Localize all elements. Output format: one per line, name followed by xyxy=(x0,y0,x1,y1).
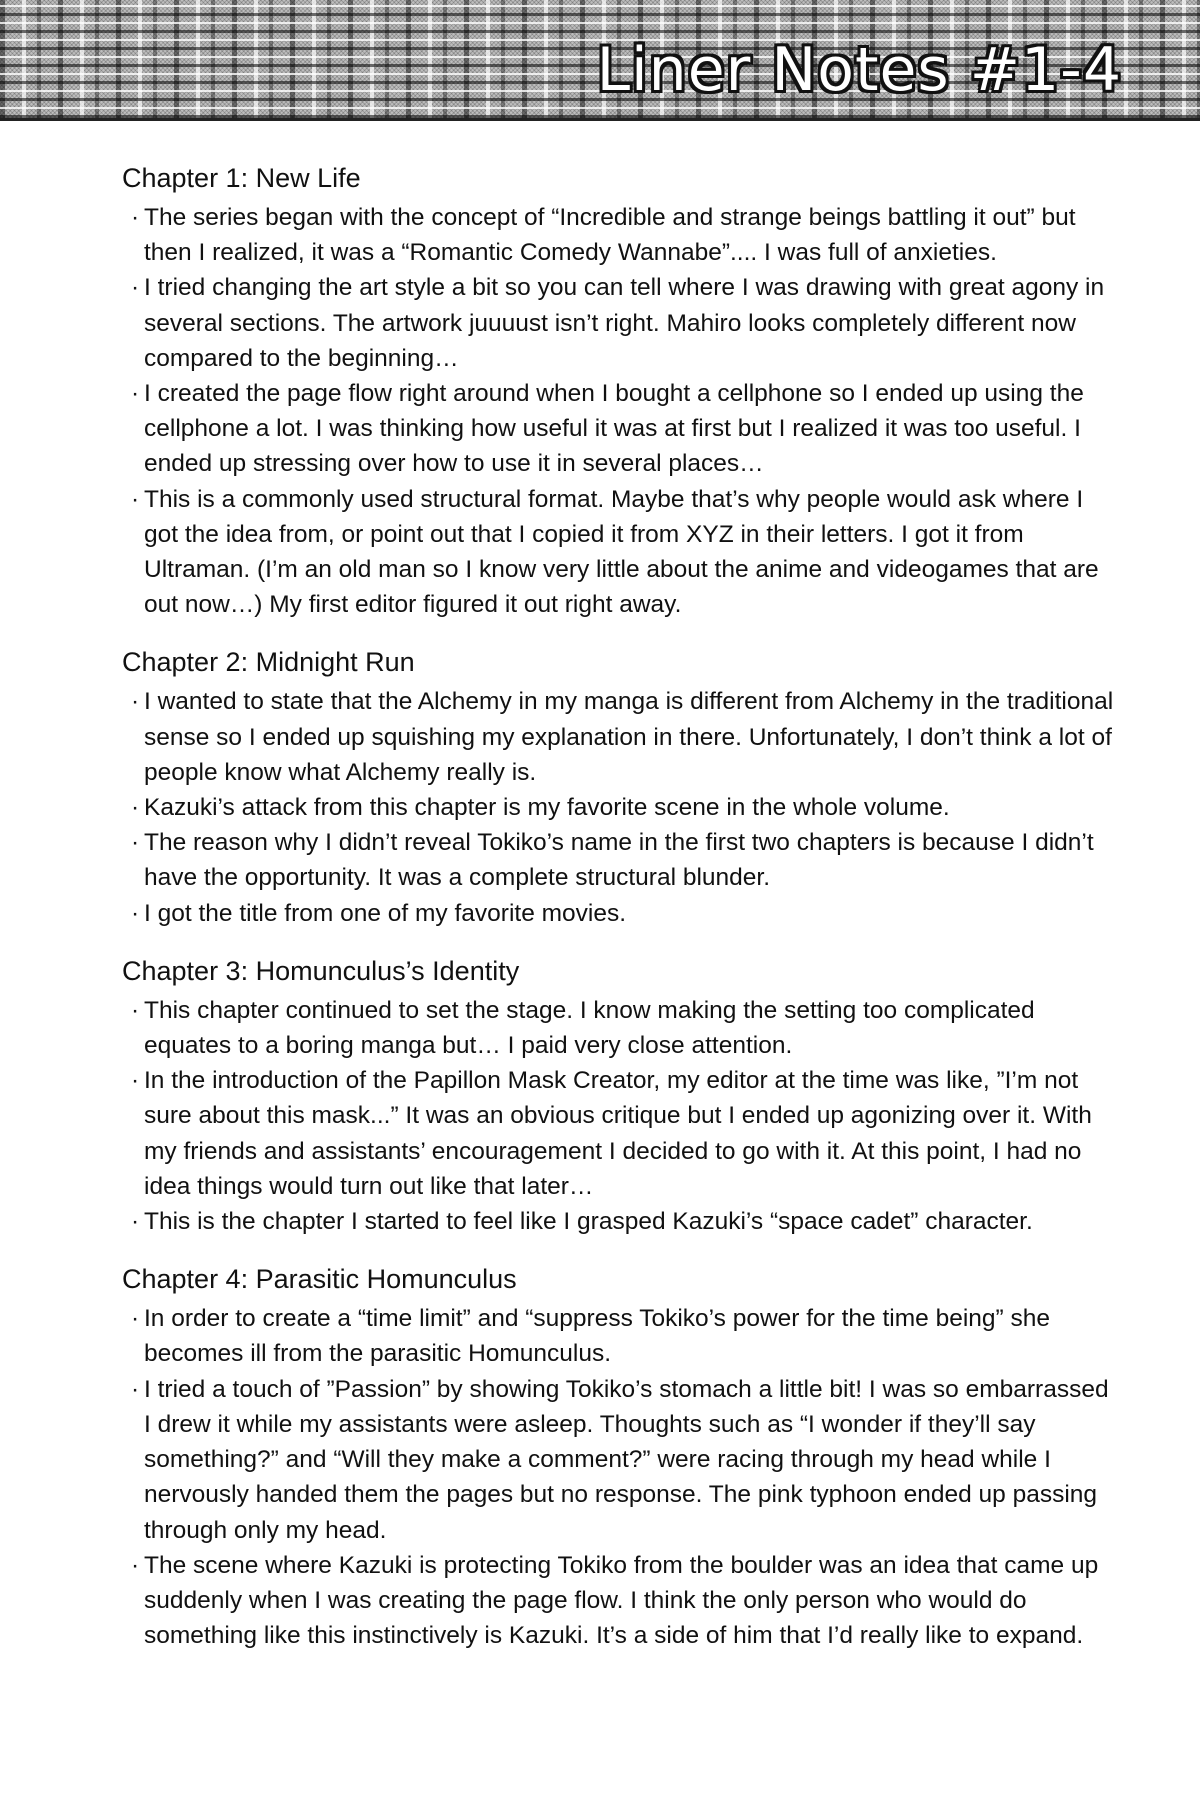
page-title: Liner Notes #1-4 xyxy=(596,35,1122,105)
note-item xyxy=(122,684,1122,790)
note-text: · Kazuki’s attack from this chapter is my favorite scene in the whole volume. xyxy=(144,794,950,822)
note-text: · I wanted to state that the Alchemy in my manga is different from Alchemy in the traditional sense so I ended up squishing my explanation in there. Unfortunately, I don’t think a lot of people know what Alchemy really is. xyxy=(144,688,1114,786)
note-text: · I got the title from one of my favorite movies. xyxy=(144,899,627,927)
note-item xyxy=(122,1301,1122,1371)
chapter-section-3 xyxy=(122,953,1122,1239)
chapter-notes-list xyxy=(122,684,1122,930)
chapter-title: Chapter 4: Parasitic Homunculus xyxy=(122,1264,517,1295)
chapter-title: Chapter 2: Midnight Run xyxy=(122,647,415,678)
note-text: · I created the page flow right around when I bought a cellphone so I ended up using the cellphone a lot. I was thinking how useful it was at first but I realized it was too useful. I ended up stressing over how to use it in several places… xyxy=(144,380,1084,478)
note-item xyxy=(122,200,1122,270)
chapter-section-4 xyxy=(122,1261,1122,1653)
note-text: · I tried changing the art style a bit so you can tell where I was drawing with great agony in several sections. The artwork juuuust isn’t right. Mahiro looks completely different now compared to the beginning… xyxy=(144,274,1105,372)
note-item xyxy=(122,482,1122,623)
header-banner xyxy=(0,0,1200,121)
chapter-title: Chapter 3: Homunculus’s Identity xyxy=(122,955,520,986)
chapter-section-2 xyxy=(122,644,1122,930)
chapter-notes-list xyxy=(122,993,1122,1239)
chapter-title: Chapter 1: New Life xyxy=(122,163,361,193)
note-item xyxy=(122,790,1122,825)
note-item xyxy=(122,1372,1122,1548)
chapter-section-1 xyxy=(122,160,1122,622)
liner-notes-content xyxy=(122,160,1122,1675)
note-text: · In the introduction of the Papillon Mask Creator, my editor at the time was like, ”I’m not sure about this mask...” It was an obvious critique but I ended up agonizing over it. With my friends and assistants’ encouragement I decided to go with it. At this point, I had no idea things would turn out like that later… xyxy=(144,1067,1092,1200)
note-item xyxy=(122,993,1122,1063)
note-text: · This chapter continued to set the stage. I know making the setting too complicated equates to a boring manga but… I paid very close attention. xyxy=(144,996,1035,1060)
note-item xyxy=(122,1204,1122,1239)
chapter-notes-list xyxy=(122,1301,1122,1653)
note-text: · The scene where Kazuki is protecting Tokiko from the boulder was an idea that came up suddenly when I was creating the page flow. I think the only person who would do something like this instinctively is Kazuki. It’s a side of him that I’d really like to expand. xyxy=(144,1551,1099,1650)
note-text: · In order to create a “time limit” and “suppress Tokiko’s power for the time being” she becomes ill from the parasitic Homunculus. xyxy=(144,1305,1050,1368)
note-text: · I tried a touch of ”Passion” by showing Tokiko’s stomach a little bit! I was so embarrassed I drew it while my assistants were asleep. Thoughts such as “I wonder if they’ll say something?” and “Will they make a comment?” were racing through my head while I nervously handed them the pages but no response. The pink typhoon ended up passing through only my head. xyxy=(144,1375,1109,1544)
note-item xyxy=(122,1063,1122,1204)
note-item xyxy=(122,270,1122,376)
note-text: · This is the chapter I started to feel like I grasped Kazuki’s “space cadet” character. xyxy=(144,1208,1033,1236)
chapter-notes-list xyxy=(122,200,1122,622)
note-text: · The series began with the concept of “Incredible and strange beings battling it out” but then I realized, it was a “Romantic Comedy Wannabe”.... I was full of anxieties. xyxy=(144,204,1076,267)
note-item xyxy=(122,825,1122,895)
note-item xyxy=(122,1548,1122,1654)
note-item xyxy=(122,896,1122,931)
note-text: · This is a commonly used structural format. Maybe that’s why people would ask where I got the idea from, or point out that I copied it from XYZ in their letters. I got it from Ultraman. (I’m an old man so I know very little about the anime and videogames that are out now…) My first editor figured it out right away. xyxy=(144,485,1099,619)
note-text: · The reason why I didn’t reveal Tokiko’s name in the first two chapters is because I didn’t have the opportunity. It was a complete structural blunder. xyxy=(144,829,1094,892)
note-item xyxy=(122,376,1122,482)
